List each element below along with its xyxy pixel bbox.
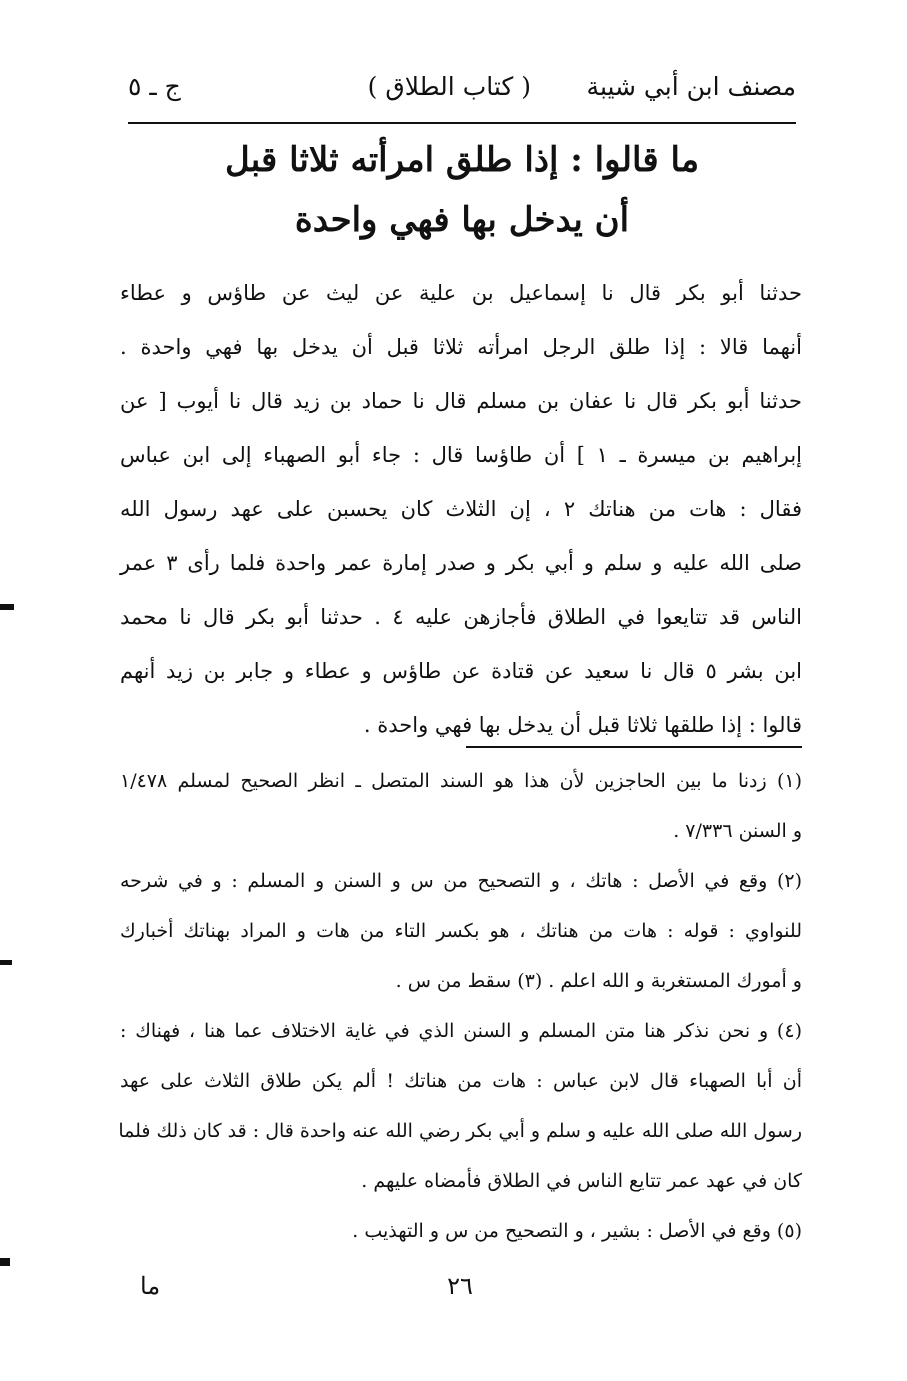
footnote-line: رسول الله صلى الله عليه و سلم و أبي بكر رضي الله عنه واحدة قال : قد كان ذلك فلما [118, 1120, 802, 1142]
footnote-line: (١) زدنا ما بين الحاجزين لأن هذا هو السند المتصل ـ انظر الصحيح لمسلم ١/٤٧٨ [120, 770, 802, 792]
text-line: قالوا : إذا طلقها ثلاثا قبل أن يدخل بها فهي واحدة . [363, 713, 802, 737]
chapter-title-line-2: أن يدخل بها فهي واحدة [294, 200, 630, 240]
text-line: صلى الله عليه و سلم و أبي بكر و صدر إمارة عمر واحدة فلما رأى ٣ عمر [120, 551, 803, 575]
text-line: إبراهيم بن ميسرة ـ ١ ] أن طاؤسا قال : جاء أبو الصهباء إلى ابن عباس [120, 443, 802, 467]
catchword: ما [140, 1272, 161, 1300]
footnote-line: و السنن ٧/٣٣٦ . [673, 820, 802, 842]
footnote-line: كان في عهد عمر تتايع الناس في الطلاق فأمضاه عليهم . [361, 1170, 802, 1192]
running-header [128, 72, 796, 112]
footnote-line: (٤) و نحن نذكر هنا متن المسلم و السنن الذي في غاية الاختلاف عما هنا ، فهناك : [120, 1020, 802, 1042]
footnote-line: (٢) وقع في الأصل : هاتك ، و التصحيح من س و السنن و المسلم : و في شرحه [120, 870, 802, 892]
header-book-title: مصنف ابن أبي شيبة [586, 72, 796, 101]
scan-edge-mark [0, 604, 14, 610]
footnote-line: و أمورك المستغربة و الله اعلم . (٣) سقط من س . [395, 970, 802, 992]
footnote-line: للنواوي : قوله : هات من هناتك ، هو بكسر التاء من هات و المراد بهناتك أخبارك [120, 920, 802, 942]
text-line: حدثنا أبو بكر قال نا عفان بن مسلم قال نا حماد بن زيد قال نا أيوب [ عن [120, 389, 802, 413]
scan-edge-mark [0, 960, 12, 965]
page-number: ٢٦ [447, 1272, 473, 1300]
text-line: حدثنا أبو بكر قال نا إسماعيل بن علية عن ليث عن طاؤس و عطاء [120, 281, 802, 305]
scan-edge-mark [0, 1258, 10, 1266]
text-line: ابن بشر ٥ قال نا سعيد عن قتادة عن طاؤس و عطاء و جابر بن زيد أنهم [120, 659, 803, 683]
main-text [120, 266, 802, 752]
footnote-line: أن أبا الصهباء قال لابن عباس : هات من هناتك ! ألم يكن طلاق الثلاث على عهد [120, 1070, 802, 1092]
footnote-line: (٥) وقع في الأصل : بشير ، و التصحيح من س و التهذيب . [352, 1220, 802, 1242]
header-volume: ج ـ ٥ [128, 72, 181, 101]
text-line: أنهما قالا : إذا طلق الرجل امرأته ثلاثا قبل أن يدخل بها فهي واحدة . [120, 335, 802, 359]
footnotes [120, 756, 802, 1256]
header-section-title: ( كتاب الطلاق ) [367, 72, 531, 101]
header-rule [128, 122, 796, 124]
text-line: الناس قد تتايعوا في الطلاق فأجازهن عليه ٤ . حدثنا أبو بكر قال نا محمد [120, 605, 802, 629]
text-line: فقال : هات من هناتك ٢ ، إن الثلاث كان يحسبن على عهد رسول الله [120, 497, 802, 521]
chapter-title-line-1: ما قالوا : إذا طلق امرأته ثلاثا قبل [224, 140, 700, 180]
footnote-rule [466, 746, 802, 748]
